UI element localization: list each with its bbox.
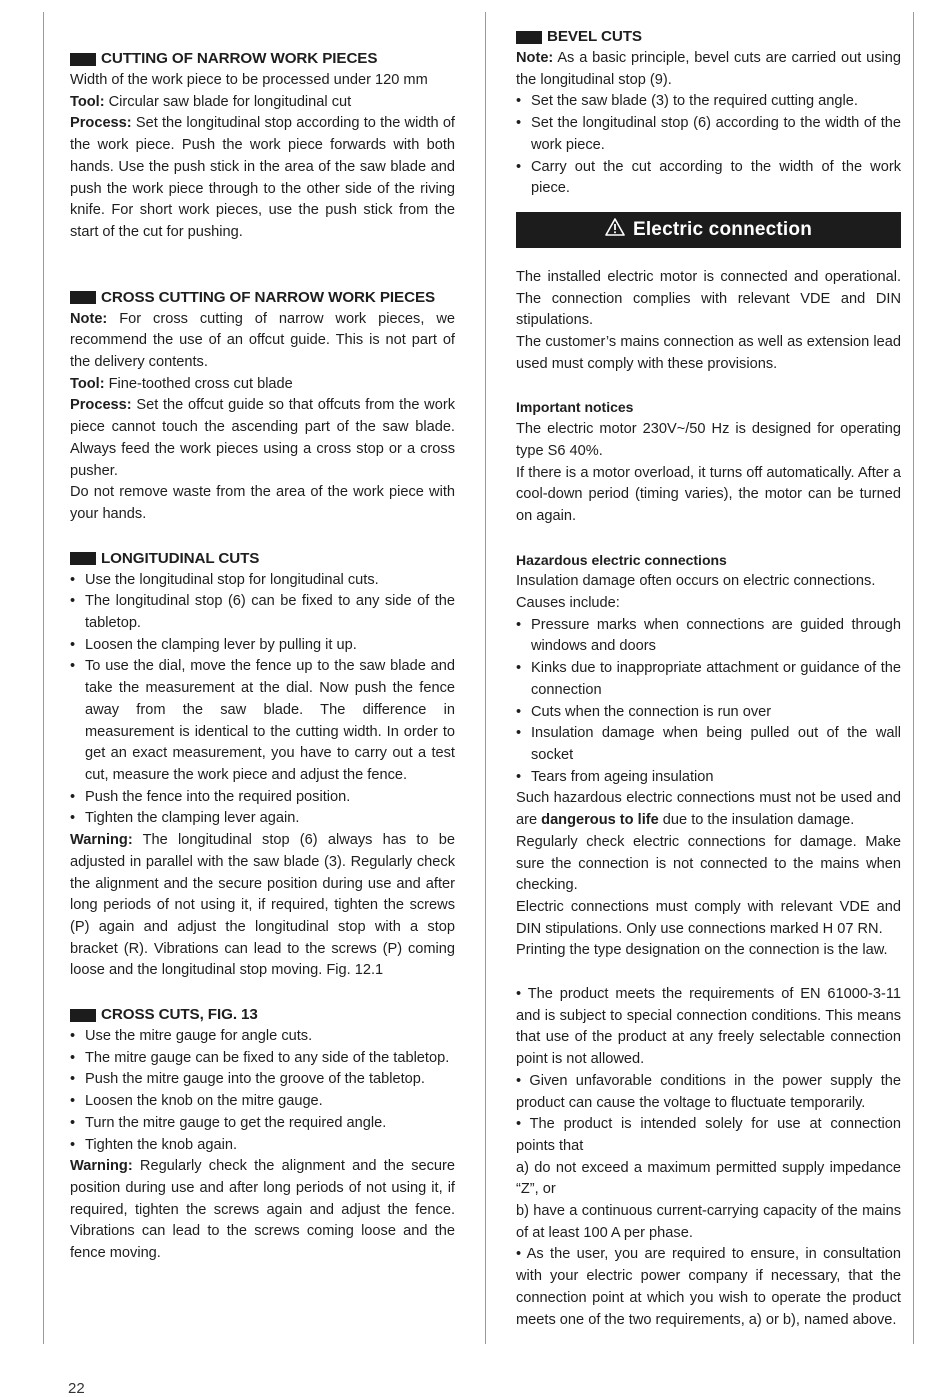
section-heading: LONGITUDINAL CUTS: [70, 548, 455, 570]
warning-triangle-icon: [605, 218, 625, 242]
warning-label: Warning:: [70, 832, 133, 849]
process-paragraph: [70, 113, 455, 243]
dangerous-emphasis: dangerous to life: [541, 812, 659, 829]
right-column: [516, 26, 901, 1331]
list-item: • Tighten the knob again.: [70, 1135, 455, 1157]
section-cross-cuts: [70, 1004, 455, 1265]
heading-marker-icon: [516, 31, 542, 44]
intro-text: Width of the work piece to be processed under 120 mm: [70, 72, 428, 88]
paragraph: Electric connections must comply with relevant VDE and DIN stipulations. Only use connections marked H 07 RN.: [516, 898, 901, 937]
left-margin-rule: [43, 12, 44, 1344]
list-item: • Push the mitre gauge into the groove of the tabletop.: [70, 1069, 455, 1091]
list-item: • Loosen the clamping lever by pulling it up.: [70, 635, 455, 657]
list-item: • Turn the mitre gauge to get the required angle.: [70, 1113, 455, 1135]
tool-text: Circular saw blade for longitudinal cut: [104, 93, 352, 110]
list-item: • Insulation damage when being pulled out of the wall socket: [516, 723, 901, 766]
list-item: • Use the mitre gauge for angle cuts.: [70, 1026, 455, 1048]
paragraph: • The product meets the requirements of EN 61000-3-11 and is subject to special connection conditions. This means that use of the product at any freely selectable connection point is not allowed.: [516, 986, 901, 1068]
section-heading: CROSS CUTTING OF NARROW WORK PIECES: [70, 287, 455, 309]
paragraph: Such hazardous electric connections must not be used and are dangerous to life due to the insulation damage.: [516, 790, 901, 829]
center-column-rule: [485, 12, 486, 1344]
warning-paragraph: [70, 1156, 455, 1265]
note-label: Note:: [516, 50, 554, 66]
list-item: • Set the saw blade (3) to the required cutting angle.: [516, 91, 901, 113]
section-heading: CUTTING OF NARROW WORK PIECES: [70, 48, 455, 70]
paragraph: Causes include:: [516, 595, 620, 612]
warning-paragraph: [70, 830, 455, 982]
section-narrow-work-pieces: [70, 48, 455, 244]
note-text: As a basic principle, bevel cuts are carried out using the longitudinal stop (9).: [516, 50, 901, 88]
section-heading: BEVEL CUTS: [516, 26, 901, 48]
tool-label: Tool:: [70, 375, 105, 392]
warning-label: Warning:: [70, 1158, 133, 1175]
list-item: • To use the dial, move the fence up to the saw blade and take the measurement at the dial. Now push the fence away from the saw blade. The difference in measurement is identical to the cutting width. In order to get an exact measurement, you have to carry out a test cut, measure the work piece and adjust the fence.: [70, 656, 455, 786]
list-item: • The mitre gauge can be fixed to any side of the tabletop.: [70, 1048, 455, 1070]
list-item: • Pressure marks when connections are guided through windows and doors: [516, 615, 901, 658]
list-item: • Push the fence into the required position.: [70, 787, 455, 809]
list-item: • Cuts when the connection is run over: [516, 702, 901, 724]
list-item: • Carry out the cut according to the width of the work piece.: [516, 157, 901, 200]
paragraph: If there is a motor overload, it turns off automatically. After a cool-down period (timing varies), the motor can be turned on again.: [516, 464, 901, 524]
warning-text: Regularly check the alignment and the secure position during use and after long periods of not using it, if required, tighten the screws again and adjust the fence. Vibrations can lead to the screws coming loose and the fence moving.: [70, 1158, 455, 1262]
waste-warning-text: Do not remove waste from the area of the work piece with your hands.: [70, 484, 455, 522]
tool-label: Tool:: [70, 93, 105, 110]
electric-connection-banner: [516, 212, 901, 248]
paragraph: The electric motor 230V~/50 Hz is designed for operating type S6 40%.: [516, 421, 901, 459]
bevel-steps-list: [516, 91, 901, 200]
process-text: Set the offcut guide so that offcuts from the work piece cannot touch the ascending part of the saw blade. Always feed the work pieces using a cross stop or a cross pusher.: [70, 397, 455, 479]
hazardous-connections-heading: Hazardous electric connections: [516, 551, 727, 568]
tool-text: Fine-toothed cross cut blade: [104, 375, 293, 392]
paragraph: The installed electric motor is connected and operational. The connection complies with relevant VDE and DIN stipulations.: [516, 268, 901, 329]
process-paragraph: [70, 395, 455, 482]
left-column: [70, 48, 455, 1265]
heading-marker-icon: [70, 552, 96, 565]
list-item: • Tears from ageing insulation: [516, 767, 901, 789]
list-item: • Set the longitudinal stop (6) according to the width of the work piece.: [516, 113, 901, 156]
paragraph: Printing the type designation on the connection is the law.: [516, 942, 888, 959]
heading-marker-icon: [70, 53, 96, 66]
important-notices-heading: Important notices: [516, 399, 634, 416]
section-longitudinal-cuts: [70, 548, 455, 982]
list-item: • Tighten the clamping lever again.: [70, 808, 455, 830]
paragraph: a) do not exceed a maximum permitted supply impedance “Z”, or: [516, 1159, 901, 1198]
hazard-causes-list: [516, 615, 901, 789]
list-item: • The longitudinal stop (6) can be fixed to any side of the tabletop.: [70, 591, 455, 634]
process-label: Process:: [70, 115, 132, 132]
section-bevel-cuts: [516, 26, 901, 200]
note-paragraph: [70, 309, 455, 374]
process-text: Set the longitudinal stop according to the width of the work piece. Push the work piece forwards with both hands. Use the push stick in the area of the saw blade and push the work piece through to the other side of the riving knife. For short work pieces, use the push stick from the start of the cut for pushing.: [70, 115, 455, 240]
longitudinal-steps-list: [70, 570, 455, 830]
note-paragraph: [516, 48, 901, 91]
section-heading: CROSS CUTS, FIG. 13: [70, 1004, 455, 1026]
paragraph: • Given unfavorable conditions in the power supply the product can cause the voltage to fluctuate temporarily.: [516, 1072, 901, 1111]
tool-paragraph: [70, 374, 455, 396]
list-item: • Kinks due to inappropriate attachment or guidance of the connection: [516, 658, 901, 701]
paragraph: • As the user, you are required to ensure, in consultation with your electric power company if necessary, that the connection point at which you wish to operate the product meets one of the two requirements, a) or b), named above.: [516, 1246, 901, 1328]
paragraph: Insulation damage often occurs on electric connections.: [516, 573, 876, 590]
right-margin-rule: [913, 12, 914, 1344]
paragraph: The customer’s mains connection as well as extension lead used must comply with these provisions.: [516, 334, 901, 372]
warning-text: The longitudinal stop (6) always has to be adjusted in parallel with the saw blade (3). Regularly check the alignment and the secure position during use and after long periods of not using it, if required, tighten the screws (P) again and adjust the longitudinal stop with a stop bracket (R). Vibrations can lead to the screws (P) coming loose and the longitudinal stop moving. Fig. 12.1: [70, 832, 455, 979]
page-number: 22: [68, 1380, 85, 1397]
paragraph: • The product is intended solely for use at connection points that: [516, 1116, 901, 1154]
note-label: Note:: [70, 310, 108, 327]
heading-marker-icon: [70, 291, 96, 304]
list-item: • Use the longitudinal stop for longitudinal cuts.: [70, 570, 455, 592]
section-electric-connection: [516, 267, 901, 1331]
list-item: • Loosen the knob on the mitre gauge.: [70, 1091, 455, 1113]
note-text: For cross cutting of narrow work pieces, we recommend the use of an offcut guide. This is not part of the delivery contents.: [70, 310, 455, 371]
banner-title: Electric connection: [632, 219, 813, 241]
heading-marker-icon: [70, 1009, 96, 1022]
tool-paragraph: [70, 92, 455, 114]
paragraph: Regularly check electric connections for damage. Make sure the connection is not connected to the mains when checking.: [516, 833, 901, 894]
process-label: Process:: [70, 397, 132, 414]
paragraph: b) have a continuous current-carrying capacity of the mains of at least 100 A per phase.: [516, 1203, 901, 1241]
cross-cut-steps-list: [70, 1026, 455, 1156]
section-cross-cutting-narrow: [70, 287, 455, 526]
